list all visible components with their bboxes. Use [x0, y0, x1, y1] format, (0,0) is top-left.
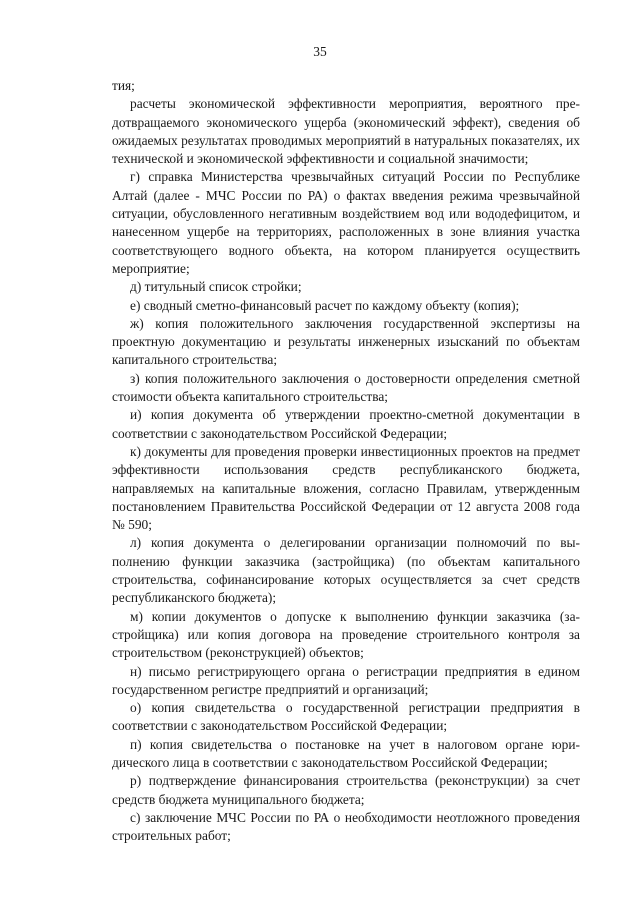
paragraph-n-registration-letter: н) письмо регистрирующего органа о регистрации предприятия в едином государственном регистре предприятий и организаций;: [112, 663, 580, 697]
paragraph-zh-state-expertise: ж) копия положительного заключения государственной экспертизы на проектную документацию и результаты инженерных изысканий по объектам капитального строительства;: [112, 315, 580, 368]
paragraph-g-emergency-certificate: г) справка Министерства чрезвычайных ситуаций России по Республике Алтай (далее - МЧС России по РА) о фактах введения режима чрезвычайной ситуации, обусловленного негативным воздействием вод или вододефицитом, и нанесенном ущербе на территориях, расположенных в зоне влияния участка соответствующего водного объекта, на котором планируется осуществить мероприятие;: [112, 169, 580, 276]
paragraph-i-approval-document: и) копия документа об утверждении проектно-сметной документации в соответствии с законодательством Российской Федерации;: [112, 407, 580, 441]
paragraph-l-delegation: л) копия документа о делегировании организации полномочий по выполнению функции заказчика (застройщика) (по объектам капитального строительства, софинансирование которых осуществляется за счет средств республиканского бюджета);: [112, 535, 580, 606]
paragraph-economic-efficiency: расчеты экономической эффективности мероприятия, вероятного предотвращаемого экономического ущерба (экономический эффект), сведения об ожидаемых результатах проводимых мероприятий в натуральных показателях, их технической и экономической эффективности и социальной значимости;: [112, 96, 580, 167]
paragraph-e-cost-estimate: е) сводный сметно-финансовый расчет по каждому объекту (копия);: [130, 297, 520, 313]
body-text: [112, 77, 580, 845]
paragraph-o-registration-certificate: о) копия свидетельства о государственной регистрации предприятия в соответствии с законодательством Российской Федерации;: [112, 700, 580, 734]
page-number: 35: [313, 44, 327, 59]
paragraph-m-admission-documents: м) копии документов о допуске к выполнению функции заказчика (застройщика) или копия договора на проведение строительного контроля за строительством (реконструкцией) объектов;: [112, 608, 580, 661]
paragraph-s-emergency-conclusion: с) заключение МЧС России по РА о необходимости неотложного проведения строительных работ;: [112, 809, 580, 844]
paragraph-k-investment-check: к) документы для проведения проверки инвестиционных проектов на предмет эффективности использования средств республиканского бюджета, направляемых на капитальные вложения, согласно Правилам, утвержденным постановлением Правительства Российской Федерации от 12 августа 2008 года № 590;: [112, 443, 580, 533]
paragraph-p-tax-certificate: п) копия свидетельства о постановке на учет в налоговом органе юридического лица в соответствии с законодательством Российской Федерации;: [112, 736, 580, 770]
paragraph-z-cost-reliability: з) копия положительного заключения о достоверности определения сметной стоимости объекта капитального строительства;: [112, 370, 580, 405]
paragraph-r-financing-confirmation: р) подтверждение финансирования строительства (реконструкции) за счет средств бюджета муниципального бюджета;: [112, 773, 580, 807]
paragraph-d-title-list: д) титульный список стройки;: [130, 279, 302, 295]
paragraph-continuation: тия;: [112, 78, 135, 93]
